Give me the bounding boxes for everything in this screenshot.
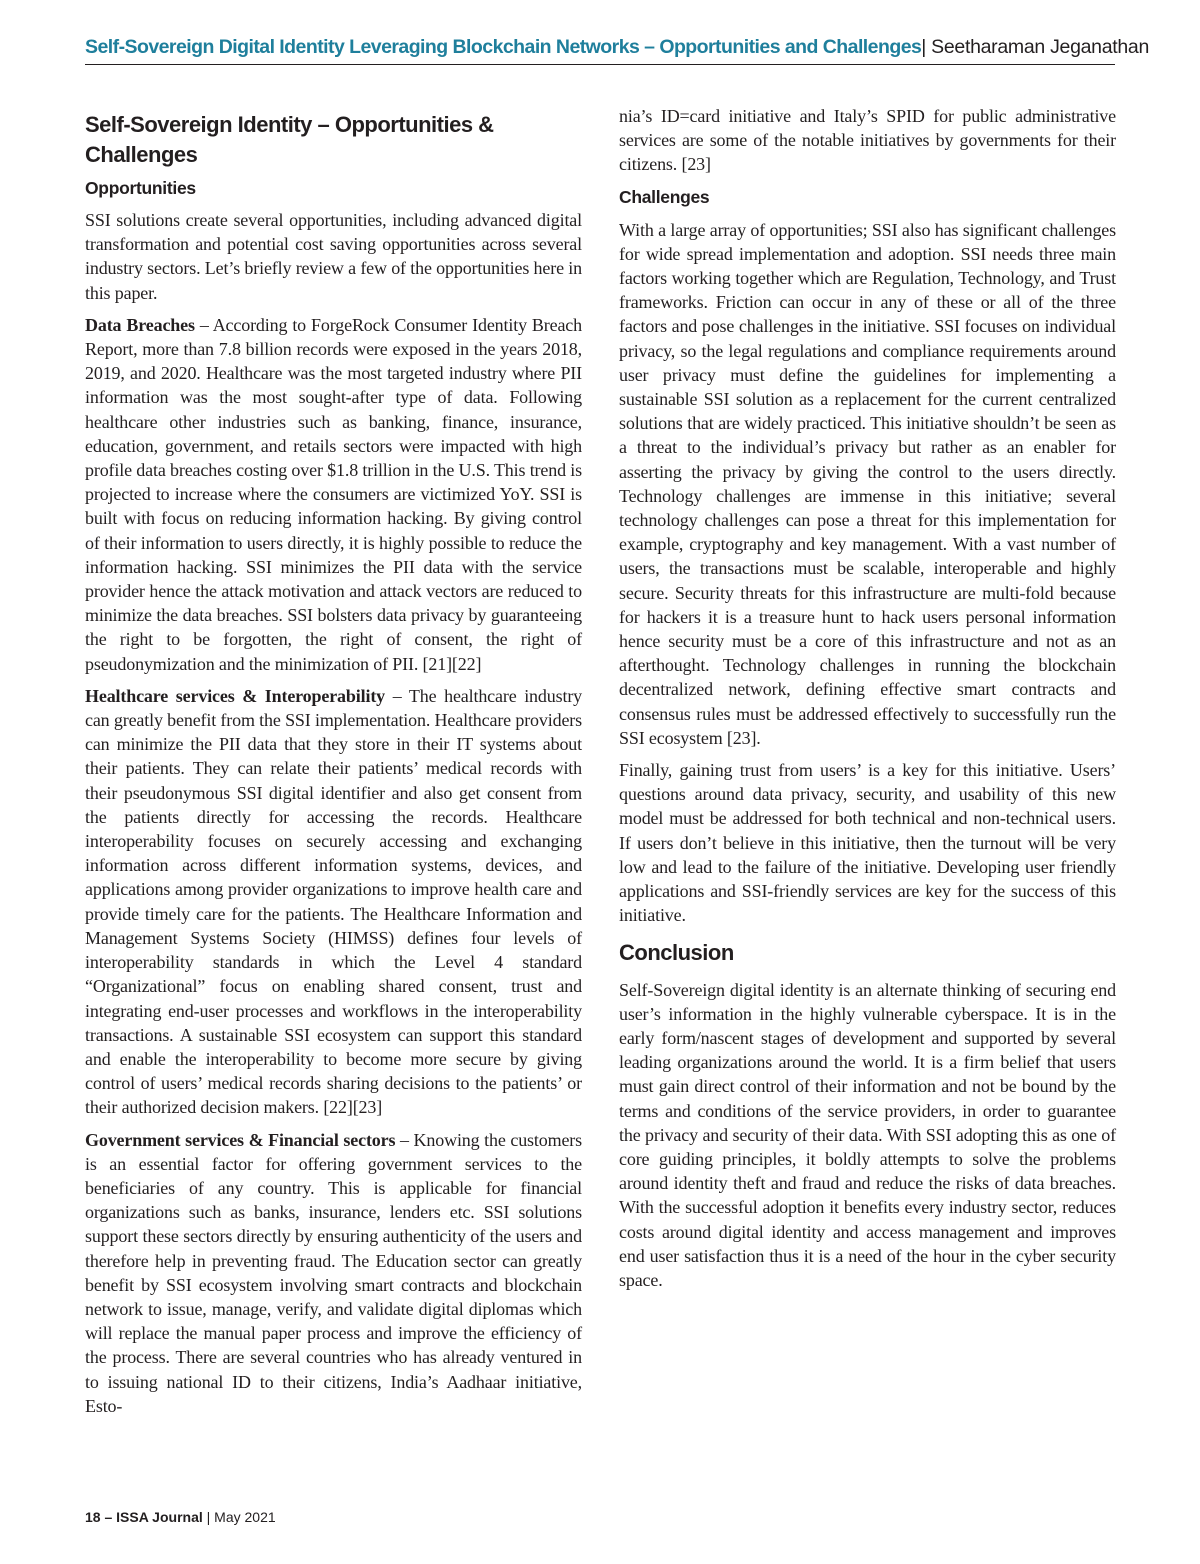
right-column <box>619 104 1116 1292</box>
challenges-paragraph-1: With a large array of opportunities; SSI also has significant challenges for wide spread implementation and adoption. SSI needs three main factors working together which are Regulation, Technology, and Trust frameworks. Friction can occur in any of these or all of the three factors and pose challenges in the initiative. SSI focuses on individual privacy, so the legal regulations and compliance requirements around user privacy must define the guidelines for implementing a sustainable SSI solution as a replacement for the current centralized solutions that are widely practiced. This initiative shouldn’t be seen as a threat to the individual’s privacy but rather as an enabler for asserting the privacy by giving the control to the users directly. Technology challenges are immense in this initiative; several technology challenges can pose a threat for this implementation for example, cryptography and key management. With a vast number of users, the transactions must be scalable, interoperable and highly secure. Security threats for this infrastructure are multi-fold because for hackers it is a treasure hunt to hack users personal information hence security must be a core of this infrastructure and not as an afterthought. Technology challenges in running the blockchain decentralized network, defining effective smart contracts and consensus rules must be addressed effectively to successfully run the SSI ecosystem [23]. <box>619 219 1116 748</box>
challenges-paragraph-2: Finally, gaining trust from users’ is a key for this initiative. Users’ questions around data privacy, security, and usability of this new model must be addressed for both technical and non-technical users. If users don’t believe in this initiative, then the turnout will be very low and lead to the failure of the initiative. Developing user friendly applications and SSI-friendly services are key for the success of this initiative. <box>619 760 1116 926</box>
healthcare-lead: Healthcare services & Interoperability <box>85 685 386 706</box>
data-breaches-text: – According to ForgeRock Consumer Identity Breach Report, more than 7.8 billion records were exposed in the years 2018, 2019, and 2020. Healthcare was the most targeted industry where PII information was the most sought-after type of data. Following healthcare other industries such as banking, finance, insurance, education, government, and retails sectors were impacted with high profile data breaches costing over $1.8 trillion in the U.S. This trend is projected to increase where the consumers are victimized YoY. SSI is built with focus on reducing information hacking. By giving control of their information to users directly, it is highly possible to reduce the information hacking. SSI minimizes the PII data with the service provider hence the attack motivation and attack vectors are reduced to minimize the data breaches. SSI bolsters data privacy by guaranteeing the right to be forgotten, the right of consent, the right of pseudonymization and the minimization of PII. [21][22] <box>85 314 582 674</box>
opportunities-intro: SSI solutions create several opportunities, including advanced digital transformation and potential cost saving opportunities across several industry sectors. Let’s briefly review a few of the opportunities here in this paper. <box>85 210 582 303</box>
healthcare-text: – The healthcare industry can greatly benefit from the SSI implementation. Healthcare providers can minimize the PII data that they store in their IT systems about their patients. They can relate their patients’ medical records with their pseudonymous SSI digital identifier and also get consent from the patients directly for accessing the records. Healthcare interoperability focuses on securely accessing and exchanging information across different information systems, devices, and applications among provider organizations to improve health care and provide timely care for the patients. The Healthcare Information and Management Systems Society (HIMSS) defines four levels of interoperability standards in which the Level 4 standard “Organizational” focus on enabling shared consent, trust and integrating end-user processes and workflows in the interoperability transactions. A sustainable SSI ecosystem can support this standard and enable the interoperability to become more secure by giving control of users’ medical records sharing decisions to the patients’ or their authorized decision makers. [22][23] <box>85 685 583 1118</box>
data-breaches-lead: Data Breaches <box>85 314 195 335</box>
section-title: Self-Sovereign Identity – Opportunities & Challenges <box>85 112 494 167</box>
header-divider <box>85 64 1115 65</box>
left-column <box>85 110 582 1418</box>
header-author: Seetharaman Jeganathan <box>926 36 1150 58</box>
header-separator: | <box>921 36 927 58</box>
healthcare-paragraph <box>85 684 582 1120</box>
government-text: – Knowing the customers is an essential factor for offering government services to the beneficiaries of any country. This is applicable for financial organizations such as banks, insurance, lenders etc. SSI solutions support these sectors directly by ensuring authenticity of the users and therefore help in preventing fraud. The Education sector can greatly benefit by SSI ecosystem involving smart contracts and blockchain network to issue, manage, verify, and validate digital diplomas which will replace the manual paper process and improve the efficiency of the process. There are several countries who has already ventured in to issuing national ID to their citizens, India’s Aadhaar initiative, Esto- <box>85 1129 583 1416</box>
opportunities-heading: Opportunities <box>85 178 196 198</box>
header-article-title: Self-Sovereign Digital Identity Leveraging Blockchain Networks – Opportunities and Challenges <box>85 36 922 58</box>
challenges-heading: Challenges <box>619 186 710 207</box>
footer-separator: | <box>202 1509 215 1525</box>
continuation-paragraph: nia’s ID=card initiative and Italy’s SPID for public administrative services are some of the notable initiatives by governments for their citizens. [23] <box>619 106 1116 175</box>
footer-page-journal: 18 – ISSA Journal <box>85 1509 203 1525</box>
running-header <box>85 34 1150 60</box>
conclusion-heading: Conclusion <box>619 939 734 965</box>
footer-date: May 2021 <box>214 1509 276 1525</box>
page-footer <box>85 1508 276 1526</box>
conclusion-paragraph: Self-Sovereign digital identity is an alternate thinking of securing end user’s information in the highly vulnerable cyberspace. It is in the early form/nascent stages of development and supported by several leading organizations around the world. It is a firm belief that users must gain direct control of their information and not be bound by the terms and conditions of the service providers, in order to guarantee the privacy and security of their data. With SSI adopting this as one of core guiding principles, it boldly attempts to solve the problems around identity theft and fraud and reduce the risks of data breaches. With the successful adoption it benefits every industry sector, reduces costs around digital identity and access management and improves end user satisfaction thus it is a need of the hour in the cyber security space. <box>619 979 1116 1290</box>
government-paragraph <box>85 1128 582 1418</box>
data-breaches-paragraph <box>85 313 582 676</box>
government-lead: Government services & Financial sectors <box>85 1129 396 1150</box>
